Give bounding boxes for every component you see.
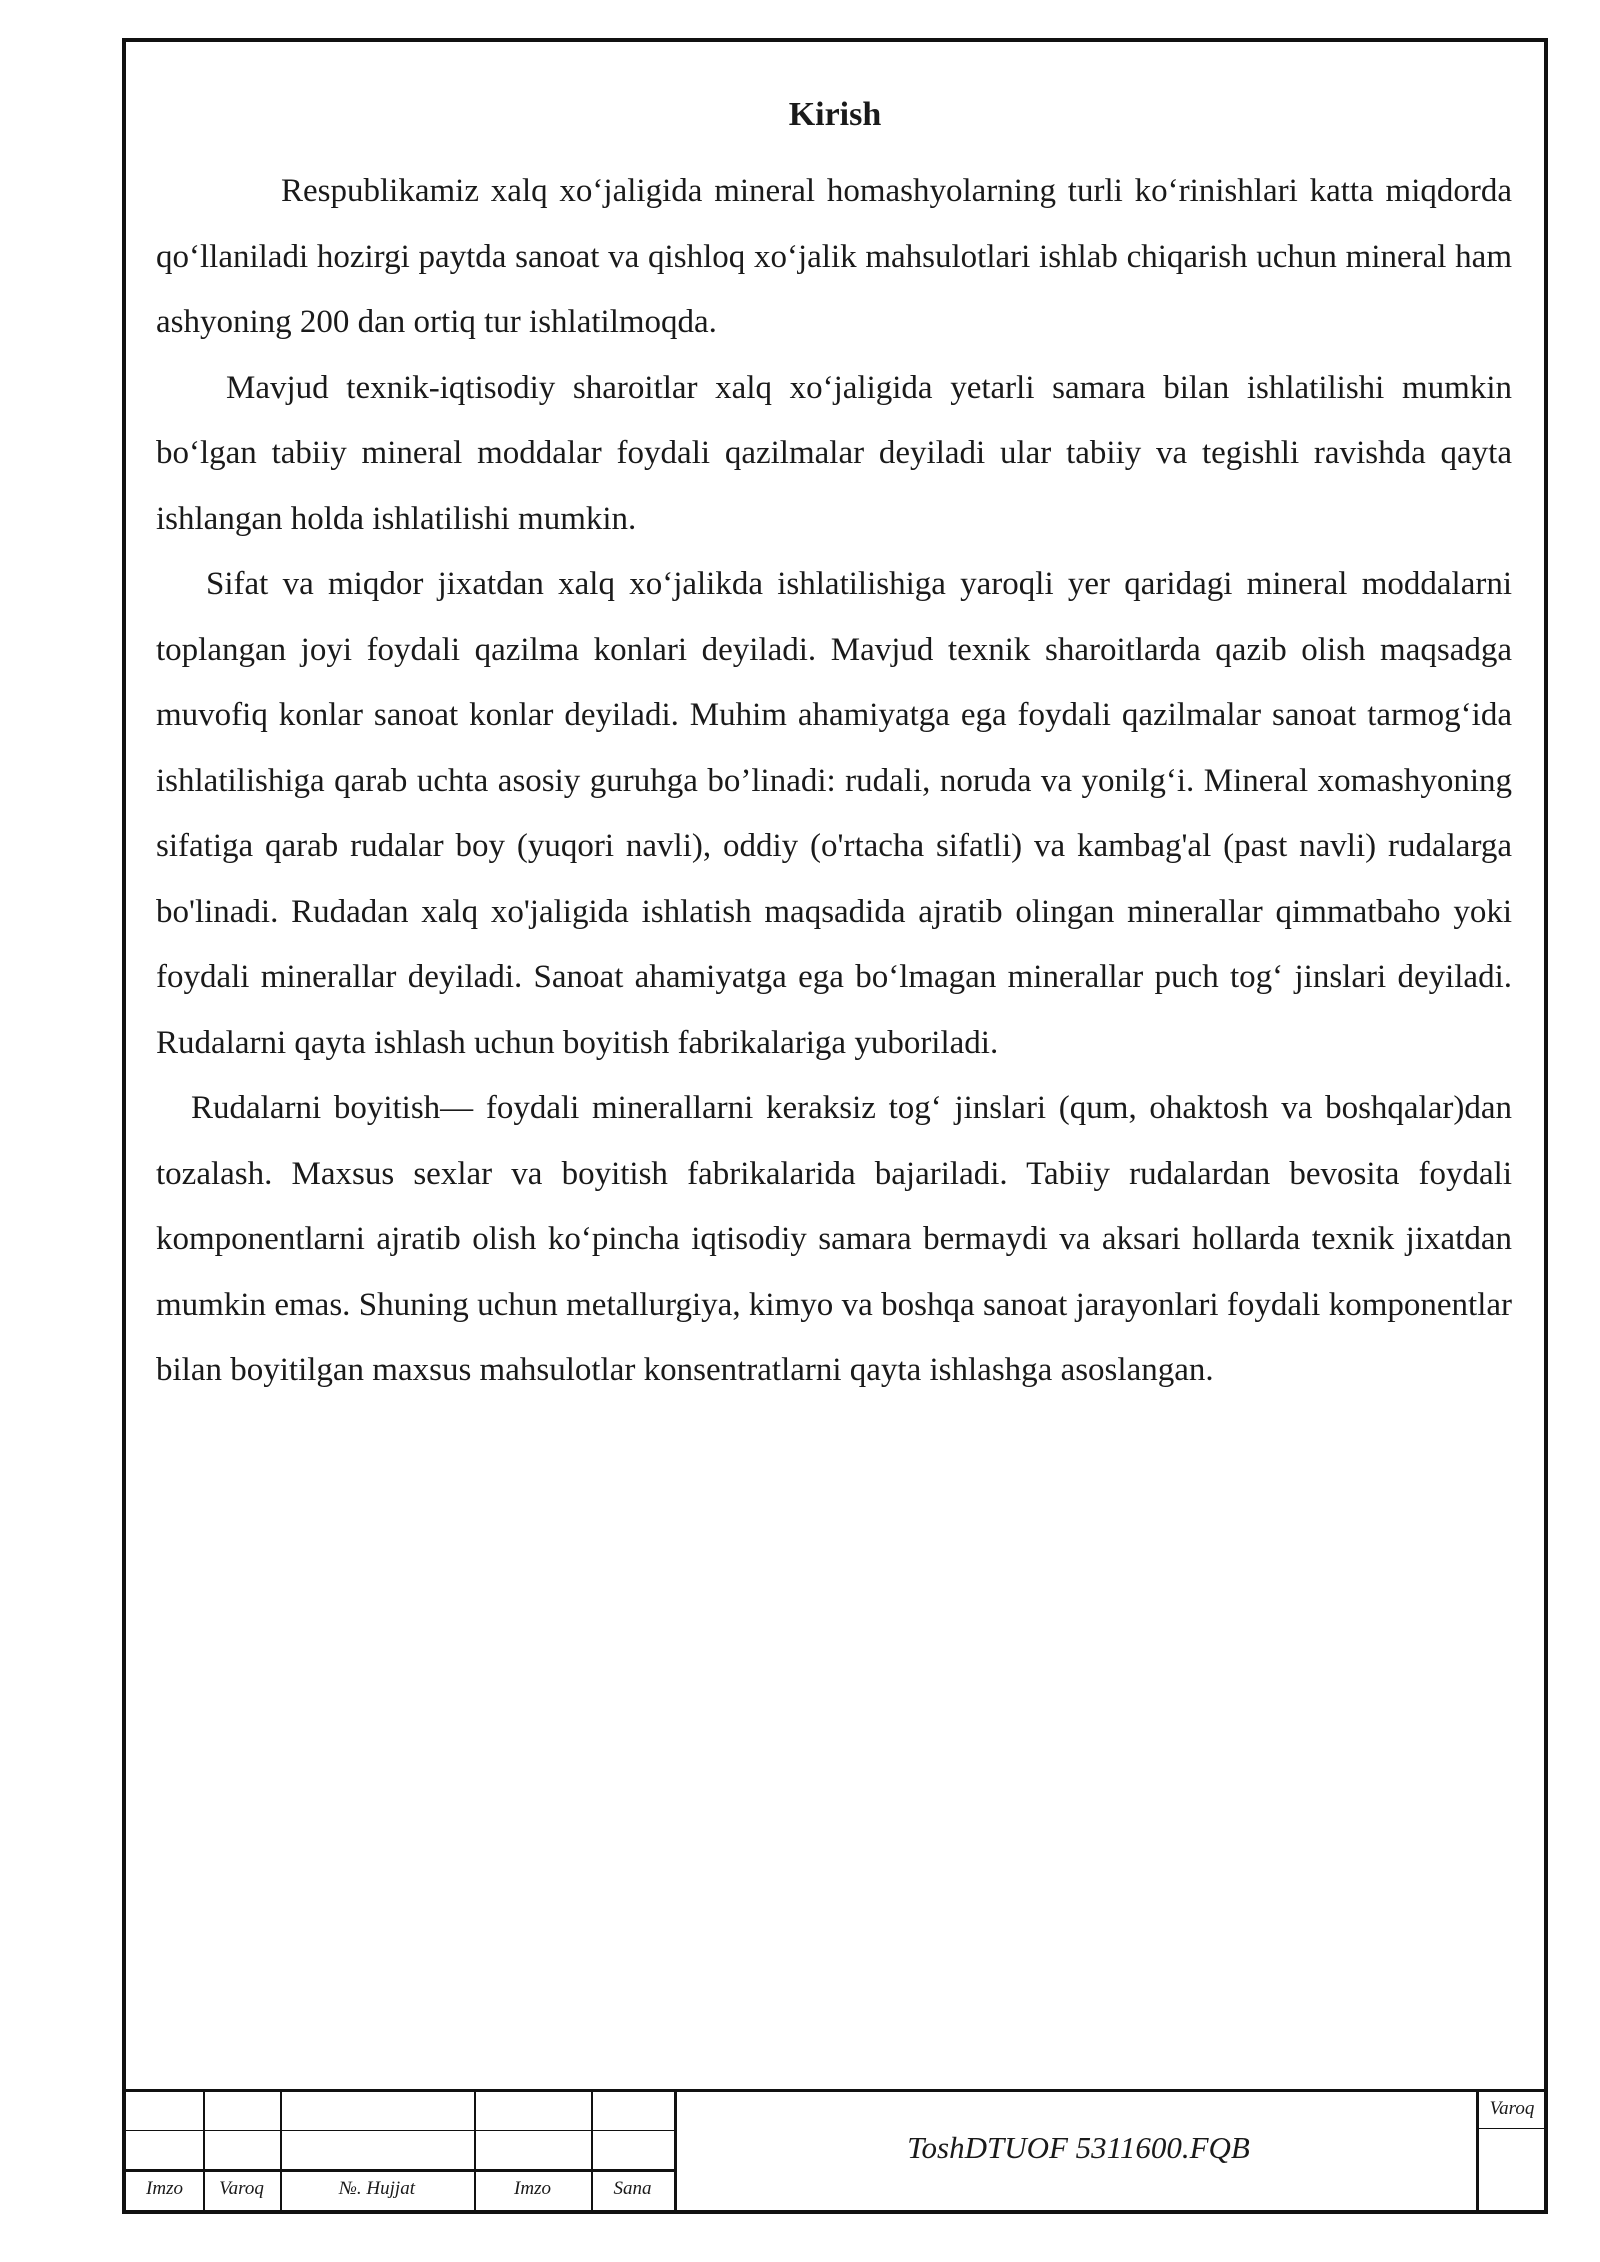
title-block-stamp [126,2089,1544,2210]
page-title: Kirish [788,96,882,133]
stamp-label-sana: Sana [613,2178,652,2199]
paragraph-4: Rudalarni boyitish— foydali minerallarni keraksiz tog‘ jinslari (qum, ohaktosh va boshqalar)dan tozalash. Maxsus sexlar va boyitish fabrikalarida bajariladi. Tabiiy rudalardan bevosita foydali komponentlarni ajratib olish ko‘pincha iqtisodiy samara bermaydi va aksari hollarda texnik jixatdan mumkin emas. Shuning uchun metallurgiya, kimyo va boshqa sanoat jarayonlari foydali komponentlar bilan boyitilgan maxsus mahsulotlar konsentratlarni qayta ishlashga asoslangan. [156,1090,1512,1388]
page-frame [122,38,1548,2214]
stamp-row-line [126,2130,674,2131]
stamp-row-line [126,2169,674,2172]
paragraph-3: Sifat va miqdor jixatdan xalq xo‘jalikda ishlatilishiga yaroqli yer qaridagi mineral moddalarni toplangan joyi foydali qazilma konlari deyiladi. Mavjud texnik sharoitlarda qazib olish maqsadga muvofiq konlar sanoat konlar deyiladi. Muhim ahamiyatga ega foydali qazilmalar sanoat tarmog‘ida ishlatilishiga qarab uchta asosiy guruhga bo’linadi: rudali, noruda va yonilg‘i. Mineral xomashyoning sifatiga qarab rudalar boy (yuqori navli), oddiy (o'rtacha sifatli) va kambag'al (past navli) rudalarga bo'linadi. Rudadan xalq xo'jaligida ishlatish maqsadida ajratib olingan minerallar qimmatbaho yoki foydali minerallar deyiladi. Sanoat ahamiyatga ega bo‘lmagan minerallar puch tog‘ jinslari deyiladi. Rudalarni qayta ishlash uchun boyitish fabrikalariga yuboriladi. [156,566,1512,1061]
sheet-label: Varoq [1489,2098,1535,2119]
document-code: ToshDTUOF 5311600.FQB [907,2130,1250,2165]
stamp-label-imzo: Imzo [146,2178,183,2199]
stamp-label-imzo-2: Imzo [514,2178,551,2199]
document-body [156,159,1512,1404]
stamp-row-line [1476,2128,1544,2129]
stamp-label-hujjat: №. Hujjat [339,2178,415,2199]
stamp-label-varoq: Varoq [219,2178,264,2199]
paragraph-2: Mavjud texnik-iqtisodiy sharoitlar xalq xo‘jaligida yetarli samara bilan ishlatilishi mumkin bo‘lgan tabiiy mineral moddalar foydali qazilmalar deyiladi ular tabiiy va tegishli ravishda qayta ishlangan holda ishlatilishi mumkin. [156,369,1512,537]
paragraph-1: Respublikamiz xalq xo‘jaligida mineral homashyolarning turli ko‘rinishlari katta miqdorda qo‘llaniladi hozirgi paytda sanoat va qishloq xo‘jalik mahsulotlari ishlab chiqarish uchun mineral ham ashyoning 200 dan ortiq tur ishlatilmoqda. [156,173,1512,340]
